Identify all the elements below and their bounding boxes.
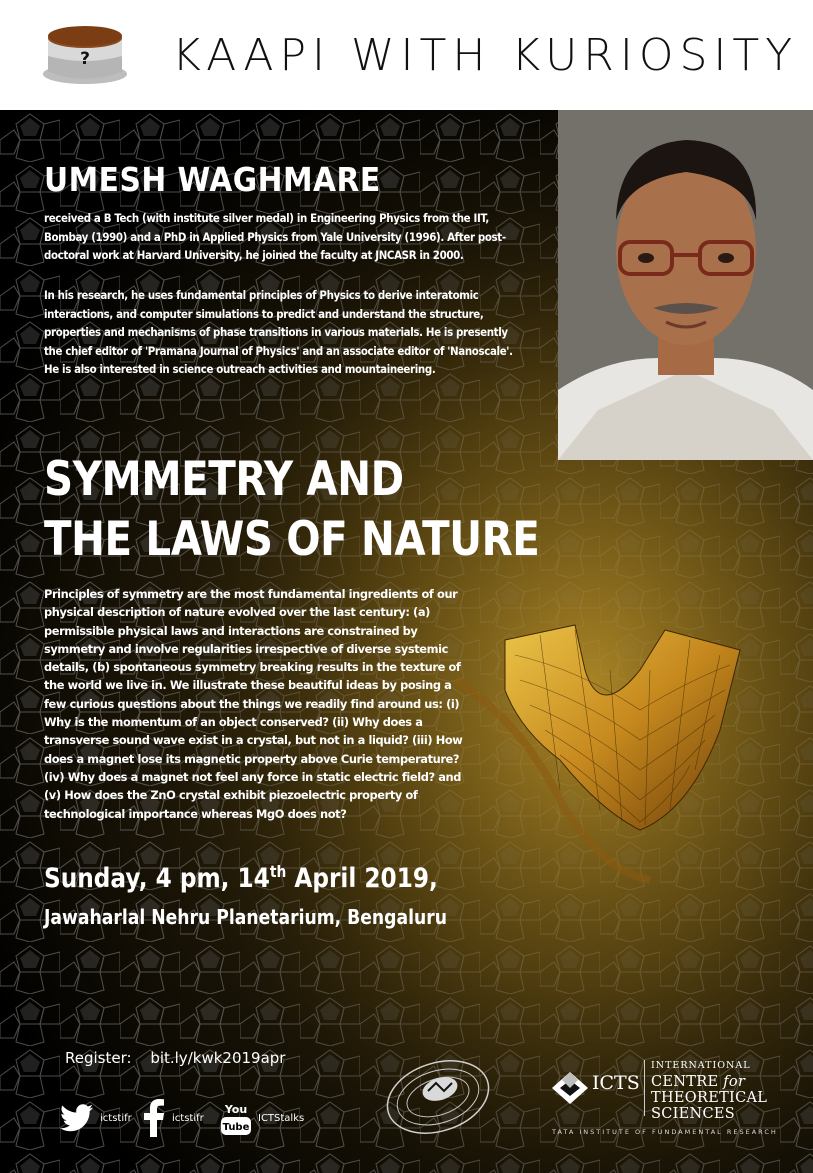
facebook-link[interactable] [140, 1098, 204, 1138]
talk-title-line-1: SYMMETRY AND [44, 452, 404, 507]
twitter-handle: ictstifr [100, 1112, 132, 1124]
icts-name-line-3: THEORETICAL [651, 1090, 768, 1106]
icts-name-line-4: SCIENCES [651, 1106, 736, 1122]
twitter-link[interactable] [60, 1098, 132, 1138]
youtube-icon [220, 1099, 252, 1137]
series-title: KAAPI WITH KURIOSITY [172, 30, 799, 81]
talk-abstract: Principles of symmetry are the most fundamental ingredients of our physical description of nature evolved over the last century: (a) permissible physical laws and interactions are constrained by symmetry and involve regularities irrespective of diverse systemic details, (b) spontaneous symmetry breaking results in the texture of the world we live in. We illustrate these beautiful ideas by posing a few curious questions about the things we readily find around us: (i) Why is the momentum of an object conserved? (ii) Why does a transverse sound wave exist in a crystal, but not in a liquid? (iii) How does a magnet lose its magnetic property above Curie temperature? (iv) Why does a magnet not feel any force in static electric field? and (v) How does the ZnO crystal exhibit piezoelectric property of technological importance whereas MgO does not? [44, 587, 463, 821]
icts-mark-icon [550, 1070, 590, 1106]
icts-parent-institute: TATA INSTITUTE OF FUNDAMENTAL RESEARCH [552, 1128, 778, 1136]
header-band [0, 0, 813, 110]
speaker-bio-paragraph-2: In his research, he uses fundamental principles of Physics to derive interatomic interactions, and computer simulations to predict and understand the structure, properties and mechanisms of phase transitions in various materials. He is presently the chief editor of 'Pramana Journal of Physics' and an associate editor of 'Nanoscale'. He is also interested in science outreach activities and mountaineering. [44, 288, 513, 376]
icts-logo [550, 1058, 780, 1140]
speaker-portrait-illustration [558, 110, 813, 460]
register-line [65, 1049, 285, 1067]
event-date-prefix: Sunday, 4 pm, 14 [44, 863, 270, 894]
event-date-rest: April 2019, [286, 863, 438, 894]
icts-divider [644, 1060, 645, 1116]
talk-title [44, 450, 539, 570]
jnp-bast-seal-icon [380, 1055, 495, 1140]
twitter-icon [60, 1104, 94, 1132]
logo-question-mark: ? [80, 49, 90, 69]
youtube-link[interactable] [220, 1098, 304, 1138]
icts-name-line-1: INTERNATIONAL [651, 1060, 751, 1071]
youtube-handle: ICTStalks [258, 1112, 305, 1124]
register-label: Register: [65, 1049, 132, 1067]
youtube-icon-text-tube: Tube [222, 1122, 250, 1133]
icts-abbreviation: ICTS [592, 1072, 640, 1094]
youtube-icon-text-you: You [224, 1103, 248, 1116]
speaker-bio-paragraph-1: received a B Tech (with institute silver medal) in Engineering Physics from the IIT, Bombay (1990) and a PhD in Applied Physics from Yale University (1996). After post-doctoral work at Harvard University, he joined the faculty at JNCASR in 2000. [44, 211, 506, 262]
facebook-icon [140, 1099, 166, 1137]
register-link[interactable]: bit.ly/kwk2019apr [150, 1049, 286, 1067]
coffee-cup-question-icon [40, 16, 130, 98]
event-date-ordinal: th [269, 862, 287, 881]
speaker-name: UMESH WAGHMARE [44, 160, 381, 199]
icts-full-name [651, 1058, 767, 1122]
facebook-handle: ictstifr [172, 1112, 204, 1124]
icts-name-line-2a: CENTRE [651, 1074, 719, 1090]
event-date-time [44, 862, 438, 894]
event-venue: Jawaharlal Nehru Planetarium, Bengaluru [44, 905, 447, 929]
talk-title-line-2: THE LAWS OF NATURE [44, 512, 540, 567]
icts-name-line-2b: for [723, 1074, 746, 1090]
speaker-photo [558, 110, 813, 460]
